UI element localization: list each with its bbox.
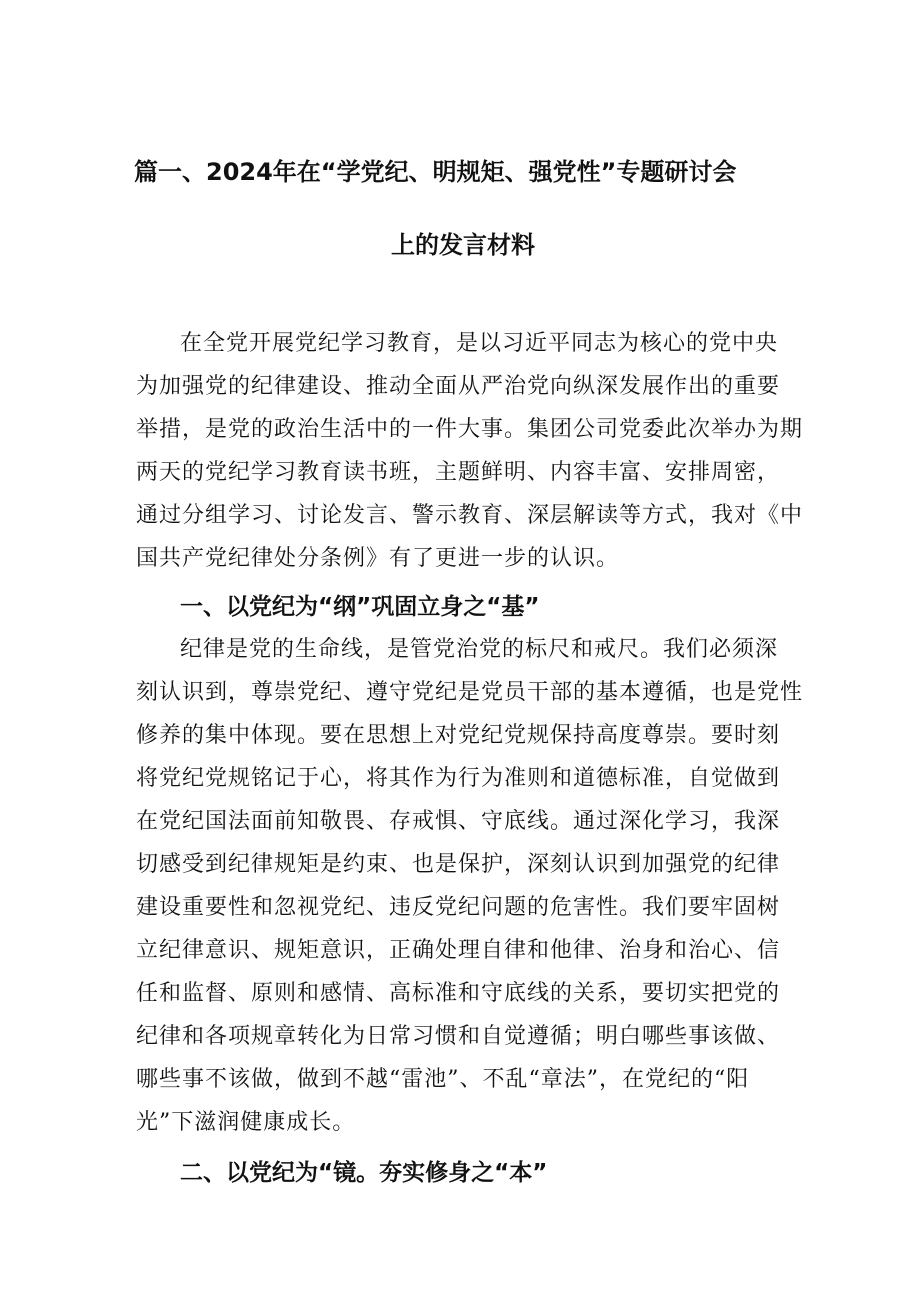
section-2-heading: 二、以党纪为“镜。夯实修身之“本” (180, 1160, 548, 1186)
section-1-line: 纪律和各项规章转化为日常习惯和自觉遵循；明白哪些事该做、 (136, 1024, 781, 1049)
section-1-line: 立纪律意识、规矩意识，正确处理自律和他律、治身和治心、信 (136, 938, 781, 963)
section-1-line: 光”下滋润健康成长。 (136, 1110, 356, 1135)
intro-line: 举措，是党的政治生活中的一件大事。集团公司党委此次举办为期 (136, 417, 804, 442)
section-1-line: 建设重要性和忽视党纪、违反党纪问题的危害性。我们要牢固树 (136, 895, 781, 920)
intro-line: 通过分组学习、讨论发言、警示教育、深层解读等方式，我对《中 (136, 503, 804, 528)
section-1-line: 纪律是党的生命线，是管党治党的标尺和戒尺。我们必须深 (180, 637, 779, 662)
intro-line: 在全党开展党纪学习教育，是以习近平同志为核心的党中央 (180, 331, 779, 356)
document-title-line-1: 篇一、2024年在“学党纪、明规矩、强党性”专题研讨会 (134, 158, 737, 186)
section-1-line: 在党纪国法面前知敬畏、存戒惧、守底线。通过深化学习，我深 (136, 809, 781, 834)
section-1-line: 修养的集中体现。要在思想上对党纪党规保持高度尊崇。要时刻 (136, 723, 781, 748)
document-title-line-2: 上的发言材料 (391, 231, 535, 259)
section-1-line: 切感受到纪律规矩是约束、也是保护，深刻认识到加强党的纪律 (136, 852, 781, 877)
section-1-line: 哪些事不该做，做到不越“雷池”、不乱“章法”，在党纪的“阳 (136, 1067, 750, 1092)
intro-line: 国共产党纪律处分条例》有了更进一步的认识。 (136, 546, 620, 571)
section-1-line: 任和监督、原则和感情、高标准和守底线的关系，要切实把党的 (136, 981, 781, 1006)
intro-line: 为加强党的纪律建设、推动全面从严治党向纵深发展作出的重要 (136, 374, 781, 399)
section-1-heading: 一、以党纪为“纲”巩固立身之“基” (180, 594, 540, 620)
intro-line: 两天的党纪学习教育读书班，主题鲜明、内容丰富、安排周密， (136, 460, 781, 485)
section-1-line: 刻认识到，尊崇党纪、遵守党纪是党员干部的基本遵循，也是党性 (136, 680, 804, 705)
section-1-line: 将党纪党规铭记于心，将其作为行为准则和道德标准，自觉做到 (136, 766, 781, 791)
